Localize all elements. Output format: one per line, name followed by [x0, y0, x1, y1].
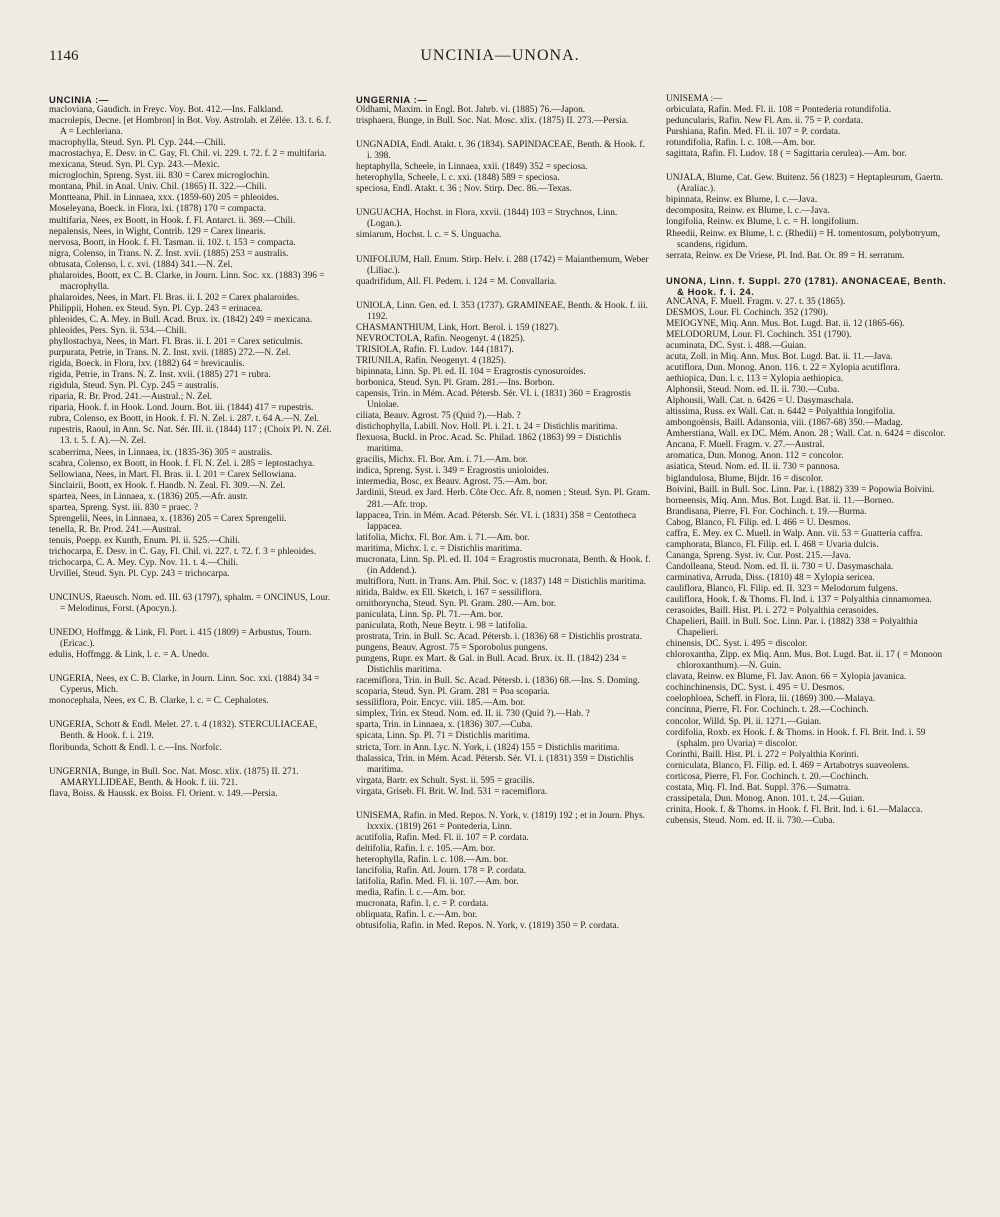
- index-entry: gracilis, Michx. Fl. Bor. Am. i. 71.—Am. bor.: [356, 455, 528, 466]
- index-entry: Brandisana, Pierre, Fl. For. Cochinch. t. 19.—Burma.: [666, 506, 867, 517]
- index-entry: costata, Miq. Fl. Ind. Bat. Suppl. 376.—Sumatra.: [666, 782, 851, 793]
- index-entry: nervosa, Boott, in Hook. f. Fl. Tasman. ii. 102. t. 153 = compacta.: [49, 237, 296, 248]
- index-entry: virgata, Griseb. Fl. Brit. W. Ind. 531 = racemiflora.: [356, 786, 548, 797]
- index-entry: crassipetala, Dun. Monog. Anon. 101. t. 24.—Guian.: [666, 793, 865, 804]
- index-entry: Amherstiana, Wall. ex DC. Mém. Anon. 28 ; Wall. Cat. n. 6424 = discolor.: [666, 429, 946, 440]
- index-entry: Alphonsii, Wall. Cat. n. 6426 = U. Dasymaschala.: [666, 396, 854, 407]
- index-entry: Rheedii, Reinw. ex Blume, l. c. (Rhedii) = H. tomentosum, polybotryum, scandens, rigidum.: [666, 228, 940, 250]
- index-entry: riparia, Hook. f. in Hook. Lond. Journ. Bot. iii. (1844) 417 = rupestris.: [49, 403, 314, 414]
- index-entry: stricta, Torr. in Ann. Lyc. N. York, i. (1824) 155 = Distichlis maritima.: [356, 742, 620, 753]
- index-entry: longifolia, Reinw. ex Blume, l. c. = H. longifolium.: [666, 217, 859, 228]
- index-entry: latifolia, Rafin. Med. Fl. ii. 107.—Am. bor.: [356, 877, 519, 888]
- index-entry: virgata, Bartr. ex Schult. Syst. ii. 595 = gracilis.: [356, 775, 535, 786]
- index-entry: UNIFOLIUM, Hall. Enum. Stirp. Helv. i. 288 (1742) = Maianthemum, Weber (Liliac.).: [356, 254, 649, 276]
- index-entry: cerasoides, Baill. Hist. Pl. i. 272 = Polyalthia cerasoides.: [666, 606, 879, 617]
- index-entry: Urvillei, Steud. Syn. Pl. Cyp. 243 = trichocarpa.: [49, 569, 230, 580]
- index-entry: cordifolia, Roxb. ex Hook. f. & Thoms. in Hook. f. Fl. Brit. Ind. i. 59 (sphalm. pro Uvaria) = discolor.: [666, 727, 926, 749]
- index-entry: prostrata, Trin. in Bull. Sc. Acad. Pétersb. i. (1836) 68 = Distichlis prostrata.: [356, 632, 642, 643]
- index-entry: camphorata, Blanco, Fl. Filip. ed. I. 468 = Uvaria dulcis.: [666, 539, 879, 550]
- index-entry: corniculata, Blanco, Fl. Filip. ed. I. 469 = Artabotrys suaveolens.: [666, 760, 910, 771]
- index-entry: trichocarpa, E. Desv. in C. Gay, Fl. Chil. vi. 227. t. 72. f. 3 = phleoides.: [49, 546, 317, 557]
- index-entry: pungens, Beauv. Agrost. 75 = Sporobolus pungens.: [356, 643, 548, 654]
- index-entry: Boivini, Baill. in Bull. Soc. Linn. Par. i. (1882) 339 = Popowia Boivini.: [666, 484, 935, 495]
- index-entry: TRIUNILA, Rafin. Neogenyt. 4 (1825).: [356, 355, 506, 366]
- index-entry: UNEDO, Hoffmgg. & Link, Fl. Port. i. 415 (1809) = Arbustus, Tourn. (Ericac.).: [49, 628, 312, 650]
- index-entry: flexuosa, Buckl. in Proc. Acad. Sc. Philad. 1862 (1863) 99 = Distichlis maritima.: [356, 433, 622, 455]
- index-entry: scabra, Colenso, ex Boott, in Hook. f. Fl. N. Zel. i. 285 = leptostachya.: [49, 458, 315, 469]
- index-entry: Sellowiana, Nees, in Mart. Fl. Bras. ii. I. 201 = Carex Sellowiana.: [49, 469, 297, 480]
- index-entry: chinensis, DC. Syst. i. 495 = discolor.: [666, 639, 808, 650]
- index-entry: lappacea, Trin. in Mém. Acad. Pétersb. Sér. VI. i. (1831) 358 = Centotheca lappacea.: [356, 510, 637, 532]
- index-entry: lancifolia, Rafin. Atl. Journ. 178 = P. cordata.: [356, 866, 527, 876]
- index-entry: paniculata, Linn. Sp. Pl. 71.—Am. bor.: [356, 609, 503, 620]
- index-entry: mucronata, Linn. Sp. Pl. ed. II. 104 = Eragrostis mucronata, Benth. & Hook. f. (in Addend.).: [356, 554, 651, 576]
- index-entry: bipinnata, Linn. Sp. Pl. ed. II. 104 = Eragrostis cynosuroides.: [356, 366, 586, 377]
- index-entry: deltifolia, Rafin. l. c. 105.—Am. bor.: [356, 843, 496, 854]
- index-entry: UNGERNIA, Bunge, in Bull. Soc. Nat. Mosc. xlix. (1875) II. 271. AMARYLLIDEAE, Benth. & Hook. f. iii. 721.: [49, 766, 299, 788]
- index-entry: sagittata, Rafin. Fl. Ludov. 18 ( = Sagittaria cerulea).—Am. bor.: [666, 149, 907, 160]
- index-entry: UNGERIA, Nees, ex C. B. Clarke, in Journ. Linn. Soc. xxi. (1884) 34 = Cyperus, Mich.: [49, 674, 320, 696]
- index-entry: spicata, Linn. Sp. Pl. 71 = Distichlis maritima.: [356, 731, 531, 742]
- index-entry: CHASMANTHIUM, Link, Hort. Berol. i. 159 (1827).: [356, 322, 560, 333]
- index-entry: UNIOLA, Linn. Gen. ed. I. 353 (1737). GRAMINEAE, Benth. & Hook. f. iii. 1192.: [356, 300, 648, 322]
- index-entry: trisphaera, Bunge, in Bull. Soc. Nat. Mosc. xlix. (1875) II. 273.—Persia.: [356, 116, 629, 127]
- index-entry: ANCANA, F. Muell. Fragm. v. 27. t. 35 (1865).: [666, 296, 846, 307]
- index-entry: phleoides, C. A. Mey. in Bull. Acad. Brux. ix. (1842) 249 = mexicana.: [49, 314, 313, 325]
- running-title: UNCINIA—UNONA.: [420, 47, 580, 64]
- index-entry: NEVROCTOLA, Rafin. Neogenyt. 4 (1825).: [356, 333, 526, 344]
- index-entry: multiflora, Nutt. in Trans. Am. Phil. Soc. v. (1837) 148 = Distichlis maritima.: [356, 576, 647, 587]
- index-entry: Ancana, F. Muell. Fragm. v. 27.—Austral.: [666, 440, 825, 451]
- index-entry: heterophylla, Scheele, l. c. xxi. (1848) 589 = speciosa.: [356, 173, 560, 184]
- index-entry: MELODORUM, Lour. Fl. Cochinch. 351 (1790).: [666, 329, 852, 340]
- column-middle: [356, 94, 652, 932]
- index-entry: macrophylla, Steud. Syn. Pl. Cyp. 244.—Chili.: [49, 138, 226, 149]
- index-entry: phalaroides, Nees, in Mart. Fl. Bras. ii. I. 202 = Carex phalaroides.: [49, 292, 300, 303]
- index-entry: concinna, Pierre, Fl. For. Cochinch. t. 28.—Cochinch.: [666, 705, 869, 716]
- index-entry: acuta, Zoll. in Miq. Ann. Mus. Bot. Lugd. Bat. ii. 11.—Java.: [666, 351, 893, 362]
- index-entry: thalassica, Trin. in Mém. Acad. Pétersb. Sér. VI. i. (1831) 359 = Distichlis maritima.: [356, 753, 634, 775]
- index-entry: macrostachya, E. Desv. in C. Gay, Fl. Chil. vi. 229. t. 72. f. 2 = multifaria.: [49, 149, 327, 160]
- index-entry: Sinclairii, Boott, ex Hook. f. Handb. N. Zeal. Fl. 309.—N. Zel.: [49, 480, 286, 491]
- index-entry: scaberrima, Nees, in Linnaea, ix. (1835-36) 305 = australis.: [49, 447, 273, 458]
- index-entry: nitida, Baldw. ex Ell. Sketch, i. 167 = sessiliflora.: [356, 587, 542, 598]
- index-entry: multifaria, Nees, ex Boott, in Hook. f. Fl. Antarct. ii. 369.—Chili.: [49, 215, 296, 226]
- index-entry: floribunda, Schott & Endl. l. c.—Ins. Norfolc.: [49, 742, 222, 753]
- index-entry: Philippii, Hohen. ex Steud. Syn. Pl. Cyp. 243 = erinacea.: [49, 303, 263, 314]
- index-entry: maritima, Michx. l. c. = Distichlis maritima.: [356, 543, 522, 554]
- index-entry: Cabog, Blanco, Fl. Filip. ed. I. 466 = U. Desmos.: [666, 517, 851, 528]
- index-entry: UNISEMA, Rafin. in Med. Repos. N. York, v. (1819) 192 ; et in Journ. Phys. lxxxix. (1819) 261 = Pontederia, Linn.: [356, 810, 645, 832]
- index-entry: paniculata, Roth, Neue Beytr. i. 98 = latifolia.: [356, 621, 528, 632]
- index-entry: cauliflora, Blanco, Fl. Filip. ed. II. 323 = Melodorum fulgens.: [666, 583, 898, 594]
- index-entry: cauliflora, Hook. f. & Thoms. Fl. Ind. i. 137 = Polyalthia cinnamomea.: [666, 595, 932, 606]
- index-entry: clavata, Reinw. ex Blume, Fl. Jav. Anon. 66 = Xylopia javanica.: [666, 672, 907, 683]
- column-right: [666, 94, 954, 827]
- index-entry: obtusata, Colenso, l. c. xvi. (1884) 341.—N. Zel.: [49, 259, 233, 270]
- index-entry: Oldhami, Maxim. in Engl. Bot. Jahrb. vi. (1885) 76.—Japon.: [356, 105, 586, 116]
- index-entry: UNGERIA, Schott & Endl. Melet. 27. t. 4 (1832). STERCULIACEAE, Benth. & Hook. f. i. 219.: [49, 720, 318, 742]
- index-entry: Alphonsii, Steud. Nom. ed. II. ii. 730.—Cuba.: [666, 385, 840, 396]
- index-entry: indica, Spreng. Syst. i. 349 = Eragrostis unioloides.: [356, 466, 549, 477]
- index-entry: pungens, Rupr. ex Mart. & Gal. in Bull. Acad. Brux. ix. II. (1842) 234 = Distichlis maritima.: [356, 654, 627, 676]
- genus-heading: UNONA, Linn. f. Suppl. 270 (1781). ANONACEAE, Benth. & Hook. f. i. 24.: [666, 274, 947, 297]
- index-entry: obtusifolia, Rafin. in Med. Repos. N. York, v. (1819) 350 = P. cordata.: [356, 921, 619, 932]
- index-entry: peduncularis, Rafin. New Fl. Am. ii. 75 = P. cordata.: [666, 116, 863, 127]
- index-entry: media, Rafin. l. c.—Am. bor.: [356, 888, 466, 899]
- index-entry: trichocarpa, C. A. Mey. Cyp. Nov. 11. t. 4.—Chili.: [49, 557, 239, 568]
- index-entry: UNGNADIA, Endl. Atakt. t. 36 (1834). SAPINDACEAE, Benth. & Hook. f. i. 398.: [356, 140, 645, 162]
- index-entry: quadrifidum, All. Fl. Pedem. i. 124 = M. Convallaria.: [356, 276, 557, 287]
- index-entry: mexicana, Steud. Syn. Pl. Cyp. 243.—Mexic.: [49, 160, 220, 171]
- index-entry: biglandulosa, Blume, Bijdr. 16 = discolor.: [666, 473, 824, 484]
- index-entry: tenuis, Poepp. ex Kunth, Enum. Pl. ii. 525.—Chili.: [49, 535, 240, 546]
- index-entry: borbonica, Steud. Syn. Pl. Gram. 281.—Ins. Borbon.: [356, 377, 555, 388]
- genus-heading: UNCINIA :—: [49, 94, 109, 105]
- index-entry: rotundifolia, Rafin. l. c. 108.—Am. bor.: [666, 138, 816, 149]
- index-entry: heterophylla, Rafin. l. c. 108.—Am. bor.: [356, 854, 509, 865]
- index-entry: racemiflora, Trin. in Bull. Sc. Acad. Pétersb. i. (1836) 68.—Ins. S. Doming.: [356, 676, 640, 687]
- index-entry: Montteana, Phil. in Linnaea, xxx. (1859-60) 205 = phleoides.: [49, 193, 279, 204]
- index-entry: ambongoënsis, Baill. Adansonia, viii. (1867-68) 350.—Madag.: [666, 418, 903, 429]
- index-entry: flava, Boiss. & Haussk. ex Boiss. Fl. Orient. v. 149.—Persia.: [49, 788, 278, 799]
- index-entry: UNCINUS, Raeusch. Nom. ed. III. 63 (1797), sphalm. = ONCINUS, Lour. = Melodinus, Forst. (Apocyn.).: [49, 593, 331, 615]
- index-entry: simiarum, Hochst. l. c. = S. Unguacha.: [356, 230, 502, 241]
- index-entry: Purshiana, Rafin. Med. Fl. ii. 107 = P. cordata.: [666, 127, 841, 138]
- index-entry: rubra, Colenso, ex Boott, in Hook. f. Fl. N. Zel. i. 287. t. 64 A.—N. Zel.: [49, 414, 320, 425]
- index-entry: capensis, Trin. in Mém. Acad. Pétersb. Sér. VI. i. (1831) 360 = Eragrostis Uniolae.: [356, 389, 631, 411]
- index-entry: nigra, Colenso, in Trans. N. Z. Inst. xvii. (1885) 253 = australis.: [49, 248, 289, 259]
- index-entry: asiatica, Steud. Nom. ed. II. ii. 730 = pannosa.: [666, 462, 840, 473]
- index-entry: cochinchinensis, DC. Syst. i. 495 = U. Desmos.: [666, 683, 845, 694]
- index-entry: aethiopica, Dun. l. c. 113 = Xylopia aethiopica.: [666, 374, 844, 385]
- column-left: [49, 94, 335, 800]
- index-entry: speciosa, Endl. Atakt. t. 36 ; Nov. Stirp. Dec. 86.—Texas.: [356, 184, 572, 195]
- index-entry: intermedia, Bosc, ex Beauv. Agrost. 75.—Am. bor.: [356, 477, 548, 488]
- index-entry: decomposita, Reinw. ex Blume, l. c.—Java.: [666, 206, 830, 217]
- index-entry: Sprengelii, Nees, in Linnaea, x. (1836) 205 = Carex Sprengelii.: [49, 513, 287, 524]
- index-entry: rigidula, Steud. Syn. Pl. Cyp. 245 = australis.: [49, 381, 219, 392]
- index-entry: ciliata, Beauv. Agrost. 75 (Quid ?).—Hab. ?: [356, 411, 521, 422]
- index-entry: latifolia, Michx. Fl. Bor. Am. i. 71.—Am. bor.: [356, 532, 530, 543]
- index-entry: rigida, Petrie, in Trans. N. Z. Inst. xvii. (1885) 271 = rubra.: [49, 370, 271, 381]
- index-entry: spartea, Nees, in Linnaea, x. (1836) 205.—Afr. austr.: [49, 491, 248, 502]
- index-entry: aromatica, Dun. Monog. Anon. 112 = concolor.: [666, 451, 844, 462]
- index-entry: macrolepis, Decne. [et Hombron] in Bot. Voy. Astrolab. et Zélée. 13. t. 6. f. A = Lechleriana.: [49, 116, 332, 138]
- index-entry: UNISEMA :—: [666, 94, 723, 104]
- index-entry: MEIOGYNE, Miq. Ann. Mus. Bot. Lugd. Bat. ii. 12 (1865-66).: [666, 318, 905, 329]
- index-entry: altissima, Russ. ex Wall. Cat. n. 6442 = Polyalthia longifolia.: [666, 407, 896, 418]
- index-entry: caffra, E. Mey. ex C. Muell. in Walp. Ann. vii. 53 = Guatteria caffra.: [666, 528, 923, 539]
- index-entry: corticosa, Pierre, Fl. For. Cochinch. t. 20.—Cochinch.: [666, 771, 869, 782]
- index-entry: microglochin, Spreng. Syst. iii. 830 = Carex microglochin.: [49, 171, 270, 182]
- index-entry: phalaroides, Boott, ex C. B. Clarke, in Journ. Linn. Soc. xx. (1883) 396 = macrophylla.: [49, 270, 325, 292]
- index-entry: riparia, R. Br. Prod. 241.—Austral.; N. Zel.: [49, 392, 212, 403]
- index-entry: cubensis, Steud. Nom. ed. II. ii. 730.—Cuba.: [666, 815, 835, 826]
- page-number: 1146: [49, 48, 79, 64]
- index-entry: rupestris, Raoul, in Ann. Sc. Nat. Sér. III. ii. (1844) 117 ; (Choix Pl. N. Zél. 13. t. 5. f. A).—N. Zel.: [49, 425, 332, 447]
- index-entry: Jardinii, Steud. ex Jard. Herb. Côte Occ. Afr. 8, nomen ; Steud. Syn. Pl. Gram. 281.—Afr. trop.: [356, 488, 650, 510]
- index-entry: concolor, Willd. Sp. Pl. ii. 1271.—Guian.: [666, 716, 822, 727]
- index-entry: nepalensis, Nees, in Wight, Contrib. 129 = Carex linearis.: [49, 226, 266, 237]
- index-entry: serrata, Reinw. ex De Vriese, Pl. Ind. Bat. Or. 89 = H. serratum.: [666, 250, 905, 261]
- index-entry: Cananga, Spreng. Syst. iv. Cur. Post. 215.—Java.: [666, 550, 851, 561]
- index-entry: edulis, Hoffmgg. & Link, l. c. = A. Unedo.: [49, 650, 210, 661]
- index-entry: chloroxantha, Zipp. ex Miq. Ann. Mus. Bot. Lugd. Bat. ii. 17 ( = Monoon chloroxanthum).—N. Guin.: [666, 650, 943, 672]
- index-entry: heptaphylla, Scheele, in Linnaea, xxii. (1849) 352 = speciosa.: [356, 162, 588, 173]
- index-entry: mucronata, Rafin. l. c. = P. cordata.: [356, 899, 489, 910]
- index-entry: sessiliflora, Poir. Encyc. viii. 185.—Am. bor.: [356, 698, 526, 709]
- index-entry: phyllostachya, Nees, in Mart. Fl. Bras. ii. I. 201 = Carex seticulmis.: [49, 337, 303, 348]
- index-entry: rigida, Boeck. in Flora, lxv. (1882) 64 = brevicaulis.: [49, 359, 245, 370]
- index-entry: bipinnata, Reinw. ex Blume, l. c.—Java.: [666, 195, 818, 206]
- index-entry: orbiculata, Rafin. Med. Fl. ii. 108 = Pontederia rotundifolia.: [666, 105, 892, 116]
- index-entry: DESMOS, Lour. Fl. Cochinch. 352 (1790).: [666, 307, 828, 318]
- index-entry: spartea, Spreng. Syst. iii. 830 = praec. ?: [49, 502, 199, 513]
- index-entry: sparta, Trin. in Linnaea, x. (1836) 307.—Cuba.: [356, 720, 533, 731]
- index-entry: simplex, Trin. ex Steud. Nom. ed. II. ii. 730 (Quid ?).—Hab. ?: [356, 709, 590, 720]
- index-entry: Moseleyana, Boeck. in Flora, lxi. (1878) 170 = compacta.: [49, 204, 266, 215]
- index-entry: macloviana, Gaudich. in Freyc. Voy. Bot. 412.—Ins. Falkland.: [49, 105, 284, 116]
- index-entry: coelophloea, Scheff. in Flora, lii. (1869) 300.—Malaya.: [666, 694, 876, 705]
- index-entry: phleoides, Pers. Syn. ii. 534.—Chili.: [49, 325, 187, 336]
- index-entry: monocephala, Nees, ex C. B. Clarke, l. c. = C. Cephalotes.: [49, 696, 269, 707]
- index-entry: TRISIOLA, Rafin. Fl. Ludov. 144 (1817).: [356, 344, 514, 355]
- index-entry: acutiflora, Dun. Monog. Anon. 116. t. 22 = Xylopia acutiflora.: [666, 363, 901, 374]
- index-entry: purpurata, Petrie, in Trans. N. Z. Inst. xvii. (1885) 272.—N. Zel.: [49, 348, 291, 359]
- index-entry: tenella, R. Br. Prod. 241.—Austral.: [49, 524, 182, 535]
- index-entry: Corinthi, Baill. Hist. Pl. i. 272 = Polyalthia Korinti.: [666, 749, 859, 760]
- index-entry: obliquata, Rafin. l. c.—Am. bor.: [356, 910, 478, 921]
- index-entry: distichophylla, Labill. Nov. Holl. Pl. i. 21. t. 24 = Distichlis maritima.: [356, 422, 618, 433]
- index-entry: UNJALA, Blume, Cat. Gew. Buitenz. 56 (1823) = Heptapleurum, Gaertn. (Araliac.).: [666, 173, 944, 195]
- index-entry: UNGUACHA, Hochst. in Flora, xxvii. (1844) 103 = Strychnos, Linn. (Logan.).: [356, 208, 618, 230]
- index-entry: Candolleana, Steud. Nom. ed. II. ii. 730 = U. Dasymaschala.: [666, 561, 894, 572]
- index-entry: montana, Phil. in Anal. Univ. Chil. (1865) II. 322.—Chili.: [49, 182, 267, 193]
- index-entry: carminativa, Arruda, Diss. (1810) 48 = Xylopia sericea.: [666, 572, 875, 583]
- index-entry: acuminata, DC. Syst. i. 488.—Guian.: [666, 340, 807, 351]
- index-entry: ornithoryncha, Steud. Syn. Pl. Gram. 280.—Am. bor.: [356, 598, 556, 609]
- index-entry: crinita, Hook. f. & Thoms. in Hook. f. Fl. Brit. Ind. i. 61.—Malacca.: [666, 804, 923, 815]
- index-entry: scoparia, Steud. Syn. Pl. Gram. 281 = Poa scoparia.: [356, 687, 550, 698]
- index-entry: acutifolia, Rafin. Med. Fl. ii. 107 = P. cordata.: [356, 832, 529, 843]
- index-entry: borneensis, Miq. Ann. Mus. Bot. Lugd. Bat. ii. 11.—Borneo.: [666, 495, 894, 506]
- index-entry: Chapelieri, Baill. in Bull. Soc. Linn. Par. i. (1882) 338 = Polyalthia Chapelieri.: [666, 617, 918, 639]
- genus-heading: UNGERNIA :—: [356, 94, 428, 105]
